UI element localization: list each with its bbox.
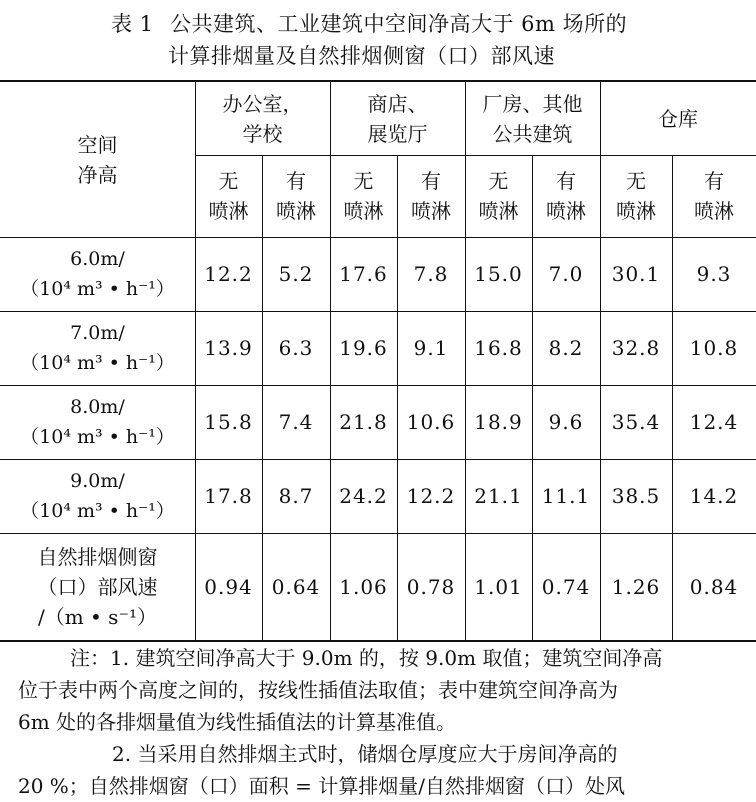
grid-line: [600, 82, 601, 640]
table-cell: 0.94: [204, 574, 253, 599]
subheader-with-sprinkler: 有 喷淋: [546, 169, 586, 223]
table-cell: 9.6: [548, 410, 584, 434]
grid-line: [330, 82, 331, 640]
table-cell: 16.8: [474, 336, 523, 360]
group-header-warehouse: 仓库: [658, 106, 698, 131]
table-cell: 7.0: [548, 262, 584, 286]
table-cell: 0.64: [271, 574, 321, 599]
subheader-no-sprinkler: 无 喷淋: [616, 169, 656, 223]
table-cell: 1.06: [339, 574, 388, 599]
subheader-no-sprinkler: 无 喷淋: [208, 169, 249, 223]
grid-line: [0, 311, 756, 312]
table-cell: 1.01: [474, 574, 523, 599]
grid-line: [262, 155, 263, 640]
note-line: 20 %；自然排烟窗（口）面积 = 计算排烟量/自然排烟窗（口）处风: [18, 774, 626, 798]
table-cell: 17.6: [339, 262, 388, 286]
table-cell: 12.2: [406, 484, 456, 508]
table-cell: 0.74: [541, 574, 591, 599]
row-label-9m: 9.0m/ （10⁴ m³ • h⁻¹）: [20, 470, 175, 522]
note-line: 2. 当采用自然排烟主式时，储烟仓厚度应大于房间净高的: [112, 742, 618, 766]
table-cell: 12.4: [689, 410, 739, 434]
row-header-clear-height: 空间 净高: [77, 132, 118, 187]
note-line: 6m 处的各排烟量值为线性插值法的计算基准值。: [18, 710, 457, 734]
subheader-no-sprinkler: 无 喷淋: [478, 169, 519, 223]
table-cell: 7.4: [278, 410, 314, 434]
table-cell: 21.1: [474, 484, 523, 508]
grid-line: [195, 82, 196, 640]
table-cell: 15.8: [204, 410, 253, 434]
table-cell: 6.3: [278, 336, 314, 360]
group-header-shop-exhibition: 商店、 展览厅: [367, 91, 428, 146]
table-cell: 8.2: [548, 336, 584, 360]
table-cell: 35.4: [611, 410, 661, 434]
table-cell: 17.8: [204, 484, 253, 508]
table-cell: 24.2: [339, 484, 388, 508]
subheader-with-sprinkler: 有 喷淋: [276, 169, 316, 223]
table-cell: 10.6: [406, 410, 456, 434]
table-cell: 0.78: [406, 574, 456, 599]
grid-line: [465, 82, 466, 640]
table-cell: 15.0: [474, 262, 523, 286]
table-cell: 32.8: [611, 336, 661, 360]
grid-line: [0, 385, 756, 386]
subheader-no-sprinkler: 无 喷淋: [343, 169, 384, 223]
table-cell: 11.1: [541, 484, 591, 508]
note-line: 注：1. 建筑空间净高大于 9.0m 的，按 9.0m 取值；建筑空间净高: [70, 646, 663, 670]
note-line: 位于表中两个高度之间的，按线性插值法取值；表中建筑空间净高为: [18, 678, 618, 702]
smoke-exhaust-table: [0, 82, 756, 640]
table-cell: 9.1: [413, 336, 449, 360]
table-cell: 38.5: [611, 484, 661, 508]
table-cell: 10.8: [689, 336, 739, 360]
grid-line: [397, 155, 398, 640]
grid-line: [0, 459, 756, 460]
table-cell: 14.2: [689, 484, 739, 508]
grid-line: [195, 155, 756, 156]
grid-line: [0, 533, 756, 534]
table-cell: 30.1: [611, 262, 661, 286]
table-cell: 21.8: [339, 410, 388, 434]
table-title-line2: 计算排烟量及自然排烟侧窗（口）部风速: [168, 44, 555, 68]
table-cell: 5.2: [278, 262, 314, 286]
table-cell: 0.84: [689, 574, 739, 599]
table-number: 表 1: [111, 12, 154, 36]
table-cell: 1.26: [611, 574, 661, 599]
grid-line: [0, 237, 756, 238]
row-label-6m: 6.0m/ （10⁴ m³ • h⁻¹）: [20, 248, 175, 300]
table-cell: 7.8: [413, 262, 449, 286]
subheader-with-sprinkler: 有 喷淋: [694, 169, 734, 223]
subheader-with-sprinkler: 有 喷淋: [411, 169, 451, 223]
table-cell: 19.6: [339, 336, 388, 360]
row-label-7m: 7.0m/ （10⁴ m³ • h⁻¹）: [20, 322, 175, 374]
table-cell: 9.3: [696, 262, 732, 286]
table-title-line1: 公共建筑、工业建筑中空间净高大于 6m 场所的: [170, 12, 628, 36]
table-cell: 13.9: [204, 336, 253, 360]
grid-line: [672, 155, 673, 640]
table-cell: 18.9: [474, 410, 523, 434]
row-label-natural-vent-speed: 自然排烟侧窗 （口）部风速 /（m • s⁻¹）: [37, 544, 158, 629]
group-header-office-school: 办公室， 学校: [222, 91, 303, 146]
table-cell: 12.2: [204, 262, 253, 286]
grid-line: [532, 155, 533, 640]
table-cell: 8.7: [278, 484, 314, 508]
group-header-factory-public: 厂房、其他 公共建筑: [482, 91, 583, 146]
row-label-8m: 8.0m/ （10⁴ m³ • h⁻¹）: [20, 396, 175, 448]
